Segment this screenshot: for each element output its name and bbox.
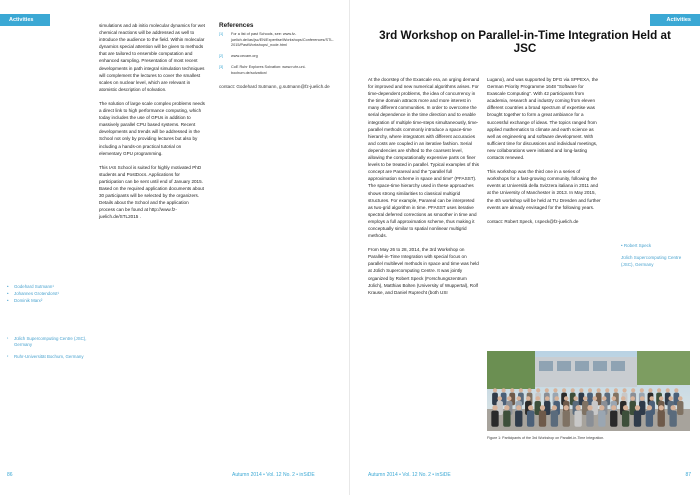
- person-head: [507, 396, 512, 401]
- section-tab-activities: Activities: [0, 14, 50, 26]
- person-body: [669, 411, 676, 427]
- person-body: [527, 411, 534, 427]
- reference-link[interactable]: www.cecam.org: [231, 54, 258, 59]
- body-paragraph: At the doorstep of the Exascale era, an urging demand for improved and new numerical algorithms arises. For time-dependent problems, the idea of concurrency in the time domain attracts more and more interest in many different communities. In order to overcome the serial dependence in the time direction and to enable integration of multiple time-steps simultaneously, time-parallel methods commonly introduce a space-time hierarchy, where integrators with different accuracies and costs are coupled in an iterative fashion. Serial dependencies are shifted to the coarsest level, allowing the computationally expensive parts on finer levels to be treated in parallel. Typical examples of this concept are Parareal and the "parallel full approximation scheme in space and time" (PFASST). The space-time hierarchy used in these approaches shows strong similarities to classical multigrid structures. For example, Parareal can be interpreted as two-grid algorithm in time. PFASST uses iterative spectral deferred corrections as smoother in time and employs a full approximation scheme, thus making it conceptually similar to spatial nonlinear multigrid methods.: [368, 77, 480, 239]
- person-head: [621, 396, 626, 401]
- person-head: [492, 405, 497, 410]
- person-head: [587, 405, 592, 410]
- person-head: [611, 405, 616, 410]
- person-body: [551, 411, 558, 427]
- left-article-body: [99, 22, 205, 227]
- author-affiliation: Jülich Supercomputing Centre (JSC), Germany: [621, 254, 682, 267]
- article-headline: 3rd Workshop on Parallel-in-Time Integration Held at JSC: [379, 29, 671, 55]
- person-head: [657, 388, 661, 392]
- person-body: [503, 411, 510, 427]
- person-body: [598, 411, 605, 427]
- affiliation-number: ²: [7, 354, 9, 359]
- person-head: [545, 396, 550, 401]
- person-body: [586, 411, 593, 427]
- bullet-icon: •: [621, 243, 624, 248]
- figure-caption: Figure 1: Participants of the 3rd Workshop on Parallel-in-Time Integration.: [487, 436, 605, 440]
- body-paragraph: simulations and ab initio molecular dynamics for wet chemical reactions will be addressed as well to introduce the audience to the field. Within molecular dynamics special attention will be given to methods that are tailored to ensemble computation and enhanced sampling. Presentation of most recent developments in path integral simulation techniques will complement the lectures to cover the smallest scales on nuclear level, which are relevant in atomistic description of solvation.: [99, 23, 205, 92]
- person-head: [516, 396, 521, 401]
- person-head: [526, 396, 531, 401]
- section-tab-activities: Activities: [650, 14, 700, 26]
- person-head: [516, 405, 521, 410]
- person-body: [610, 411, 617, 427]
- reference-item: [219, 32, 337, 49]
- author-sidebar: [621, 243, 695, 268]
- person-head: [649, 396, 654, 401]
- author-name: Dominik Marx²: [14, 297, 43, 303]
- person-head: [666, 388, 670, 392]
- author-item: [7, 291, 87, 297]
- person-head: [588, 388, 592, 392]
- person-head: [527, 388, 531, 392]
- person-head: [623, 405, 628, 410]
- person-head: [552, 405, 557, 410]
- person-head: [554, 396, 559, 401]
- person-head: [575, 405, 580, 410]
- author-name: Johannes Grotendorst¹: [14, 290, 59, 296]
- person-body: [634, 411, 641, 427]
- group-photo-illustration: [487, 351, 690, 431]
- author-list: [7, 284, 87, 305]
- person-head: [545, 388, 549, 392]
- body-paragraph: This IAS School is suited for highly motivated PhD students and PostDocs. Applications for participation can be sent until end of January 2015. Based on the required application documents about 30 participants will be selected by the organizers. Details about the School and the application process can be found at http://www.fz-juelich.de/STL2015 .: [99, 164, 204, 220]
- person-head: [659, 396, 664, 401]
- person-head: [504, 405, 509, 410]
- person-head: [528, 405, 533, 410]
- article-column-1: [368, 76, 480, 303]
- person-head: [602, 396, 607, 401]
- affiliation-item: [7, 336, 87, 349]
- affiliation-number: ¹: [7, 337, 9, 341]
- person-head: [493, 388, 497, 392]
- person-head: [553, 388, 557, 392]
- affiliation-item: [7, 354, 87, 360]
- person-head: [510, 388, 514, 392]
- person-head: [571, 388, 575, 392]
- person-head: [564, 405, 569, 410]
- person-head: [630, 396, 635, 401]
- contact-line: contact: Robert Speck, r.speck@fz-juelich.de: [487, 218, 579, 224]
- person-head: [573, 396, 578, 401]
- person-head: [597, 388, 601, 392]
- person-head: [611, 396, 616, 401]
- person-head: [648, 388, 652, 392]
- person-body: [574, 411, 581, 427]
- body-paragraph: This workshop was the third one in a series of workshops for a fast-growing community, following the events at Università della Svizzera italiana in 2011 and at the University of Manchester in 2013. In May 2015, the 4th workshop will be held at TU Dresden and further events are already envisaged for the following years.: [487, 169, 601, 210]
- person-head: [583, 396, 588, 401]
- person-body: [658, 411, 665, 427]
- person-head: [647, 405, 652, 410]
- affiliation-text: Ruhr-Universität Bochum, Germany: [14, 353, 84, 359]
- person-body: [491, 411, 498, 427]
- person-head: [536, 388, 540, 392]
- person-body: [515, 411, 522, 427]
- person-body: [622, 411, 629, 427]
- person-head: [540, 405, 545, 410]
- reference-item: [219, 54, 337, 60]
- bullet-icon: •: [7, 284, 9, 289]
- references-heading: References: [219, 22, 254, 29]
- person-head: [674, 388, 678, 392]
- issue-line: Autumn 2014 • Vol. 12 No. 2 • inSiDE: [232, 472, 315, 478]
- person-body: [677, 401, 683, 415]
- author-item: [7, 298, 87, 304]
- group-photo: [487, 351, 690, 431]
- author-item: [7, 284, 87, 290]
- person-head: [668, 396, 673, 401]
- issue-line: Autumn 2014 • Vol. 12 No. 2 • inSiDE: [368, 472, 451, 478]
- reference-number: [1]: [219, 32, 224, 36]
- person-body: [646, 411, 653, 427]
- person-head: [605, 388, 609, 392]
- person-head: [592, 396, 597, 401]
- reference-link[interactable]: CoE Ruhr Explores Solvation: www.ruhr-uni-bochum.de/solvation/: [231, 64, 306, 75]
- affiliation-list: [7, 336, 87, 365]
- bullet-icon: •: [7, 297, 9, 303]
- page-number: 87: [685, 472, 691, 478]
- person-head: [562, 388, 566, 392]
- person-head: [502, 388, 506, 392]
- person-head: [640, 388, 644, 392]
- reference-link[interactable]: For a list of past Schools, see: www.fz-juelich.de/ias/jsc/EN/Expertise/Workshops/Conferences/STL-2015/PastWorkshops/_node.html: [231, 32, 334, 48]
- right-page: [350, 0, 700, 495]
- person-head: [631, 388, 635, 392]
- person-head: [670, 405, 675, 410]
- body-paragraph: Lugano), and was supported by DFG via SPPEXA, the German Priority Programme 1648 "Software for Exascale Computing". With 42 participants from academia, research and industry coming from eleven different countries a broad spectrum of expertise was brought together to form a great ambiance for a successful exchange of ideas. The topics ranged from applied mathematics to climate and earth science as well as engineering and software development. With sufficient time for discussions and individual meetings, new collaborations were initiated and long-lasting contacts renewed.: [487, 77, 599, 161]
- person-head: [497, 396, 502, 401]
- person-head: [579, 388, 583, 392]
- person-head: [622, 388, 626, 392]
- reference-number: [2]: [219, 54, 224, 59]
- person-head: [599, 405, 604, 410]
- author-name: Godehard Sutmann¹: [14, 284, 54, 289]
- bullet-icon: •: [7, 290, 9, 296]
- person-head: [519, 388, 523, 392]
- person-head: [535, 396, 540, 401]
- person-head: [659, 405, 664, 410]
- affiliation-text: Jülich Supercomputing Centre (JSC), Germany: [14, 336, 87, 348]
- article-column-2: [487, 76, 602, 232]
- person-head: [678, 396, 683, 401]
- references-section: [219, 22, 337, 90]
- page-number: 86: [7, 472, 13, 478]
- author-item: [621, 243, 695, 250]
- person-head: [614, 388, 618, 392]
- author-name: Robert Speck: [623, 243, 652, 248]
- person-head: [635, 405, 640, 410]
- person-body: [539, 411, 546, 427]
- body-paragraph: From May 26 to 28, 2014, the 3rd Workshop on Parallel-in-Time Integration with special focus on parallel multilevel methods in space and time was held at Jülich Supercomputing Centre. It was jointly organized by Robert Speck (Forschungszentrum Jülich), Matthias Bolten (University of Wuppertal), Rolf Krause, and Daniel Ruprecht (both USI: [368, 247, 479, 295]
- reference-item: [219, 65, 337, 76]
- person-head: [564, 396, 569, 401]
- contact-line: contact: Godehard Sutmann, g.sutmann@fz-juelich.de: [219, 84, 330, 90]
- body-paragraph: The solution of large scale complex problems needs a direct link to high performance computing, which today includes the use of GPUs in addition to massively parallel CPU based systems. Recent developments and trends will be addressed in the School not only by providing lectures but also by including a hands-on practical tutorial on elementary GPU programming.: [99, 100, 205, 156]
- person-head: [640, 396, 645, 401]
- person-body: [563, 411, 570, 427]
- reference-number: [3]: [219, 64, 224, 69]
